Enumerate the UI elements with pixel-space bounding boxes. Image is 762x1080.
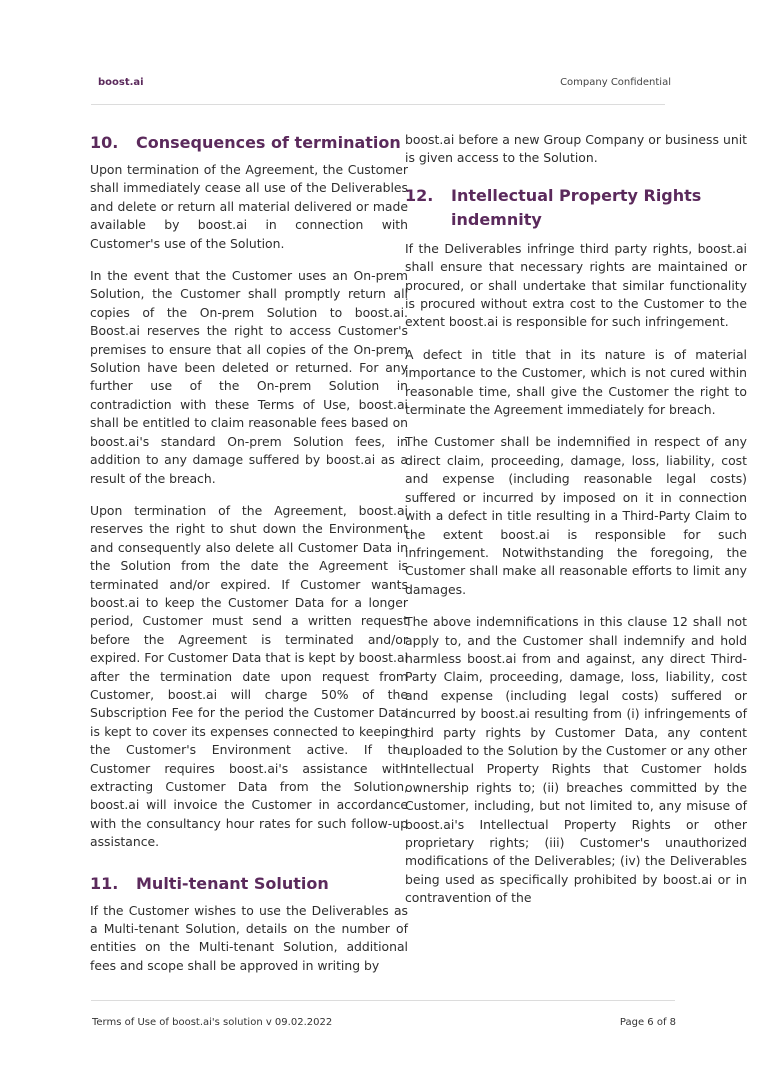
right-column [405, 131, 747, 908]
section-11-heading [90, 872, 408, 896]
paragraph: Upon termination of the Agreement, the Customer shall immediately cease all use of the Deliverables and delete or return all material delivered or made available by boost.ai in connection with Customer's use of the Solution. [90, 162, 408, 251]
paragraph: If the Customer wishes to use the Deliverables as a Multi-tenant Solution, details on the number of entities on the Multi-tenant Solution, additional fees and scope shall be approved in writing by [90, 902, 408, 973]
footer-doc-title: Terms of Use of boost.ai's solution v 09.02.2022 [92, 1017, 333, 1028]
section-title: Multi-tenant Solution [136, 873, 329, 893]
paragraph: The above indemnifications in this clause 12 shall not apply to, and the Customer shall indemnify and hold harmless boost.ai from and against, any direct Third-Party Claim, proceeding, damage, loss, liability, cost and expense (including legal costs) suffered or incurred by boost.ai resulting from (i) infringements of third party rights by Customer Data, any content uploaded to the Solution by the Customer or any other Intellectual Property Rights that Customer holds ownership rights to; (ii) breaches committed by the Customer, including, but not limited to, any misuse of boost.ai's Intellectual Property Rights or other proprietary rights; (iii) Customer's unauthorized modifications of the Deliverables; (iv) the Deliverables being used as specifically prohibited by boost.ai or in contravention of the [405, 614, 747, 906]
section-number: 10. [90, 133, 119, 152]
footer-divider [91, 1000, 675, 1001]
section-12-heading [405, 184, 747, 232]
paragraph: If the Deliverables infringe third party rights, boost.ai shall ensure that necessary rights are maintained or procured, or shall undertake that similar functionality is procured without extra cost to the Customer to the extent boost.ai is responsible for such infringement. [405, 240, 747, 330]
section-number: 12. [405, 185, 434, 205]
header-classification: Company Confidential [560, 77, 671, 88]
paragraph: The Customer shall be indemnified in respect of any direct claim, proceeding, damage, loss, liability, cost and expense (including reasonable legal costs) suffered or incurred by imposed on it in connection with a defect in title resulting in a Third-Party Claim to the extent boost.ai is responsible for such infringement. Notwithstanding the foregoing, the Customer shall make all reasonable efforts to limit any damages. [405, 434, 747, 597]
section-title: Intellectual Property Rights indemnity [451, 185, 702, 229]
left-column [90, 131, 408, 975]
section-number: 11. [90, 873, 119, 893]
paragraph: boost.ai before a new Group Company or business unit is given access to the Solution. [405, 132, 747, 166]
section-title: Consequences of termination [136, 133, 401, 152]
paragraph: Upon termination of the Agreement, boost.ai reserves the right to shut down the Environment and consequently also delete all Customer Data in the Solution from the date the Agreement is terminated and/or expired. If Customer wants boost.ai to keep the Customer Data for a longer period, Customer must send a written request before the Agreement is terminated and/or expired. For Customer Data that is kept by boost.ai after the termination date upon request from Customer, boost.ai will charge 50% of the Subscription Fee for the period the Customer Data is kept to cover its expenses connected to keeping the Customer's Environment active. If the Customer requires boost.ai's assistance with extracting Customer Data from the Solution, boost.ai will invoice the Customer in accordance with the consultancy hour rates for such follow-up assistance. [90, 502, 408, 850]
paragraph: A defect in title that in its nature is of material importance to the Customer, which is not cured within reasonable time, shall give the Customer the right to terminate the Agreement immediately for breach. [405, 346, 747, 418]
section-10-heading [90, 131, 408, 155]
header-divider [91, 104, 665, 105]
paragraph: In the event that the Customer uses an On-prem Solution, the Customer shall promptly return all copies of the On-prem Solution to boost.ai. Boost.ai reserves the right to access Customer's premises to ensure that all copies of the On-prem Solution have been deleted or returned. For any further use of the On-prem Solution in contradiction with these Terms of Use, boost.ai shall be entitled to claim reasonable fees based on boost.ai's standard On-prem Solution fees, in addition to any damage suffered by boost.ai as a result of the breach. [90, 268, 408, 486]
page-number: Page 6 of 8 [619, 1017, 676, 1028]
header-brand: boost.ai [98, 77, 144, 88]
